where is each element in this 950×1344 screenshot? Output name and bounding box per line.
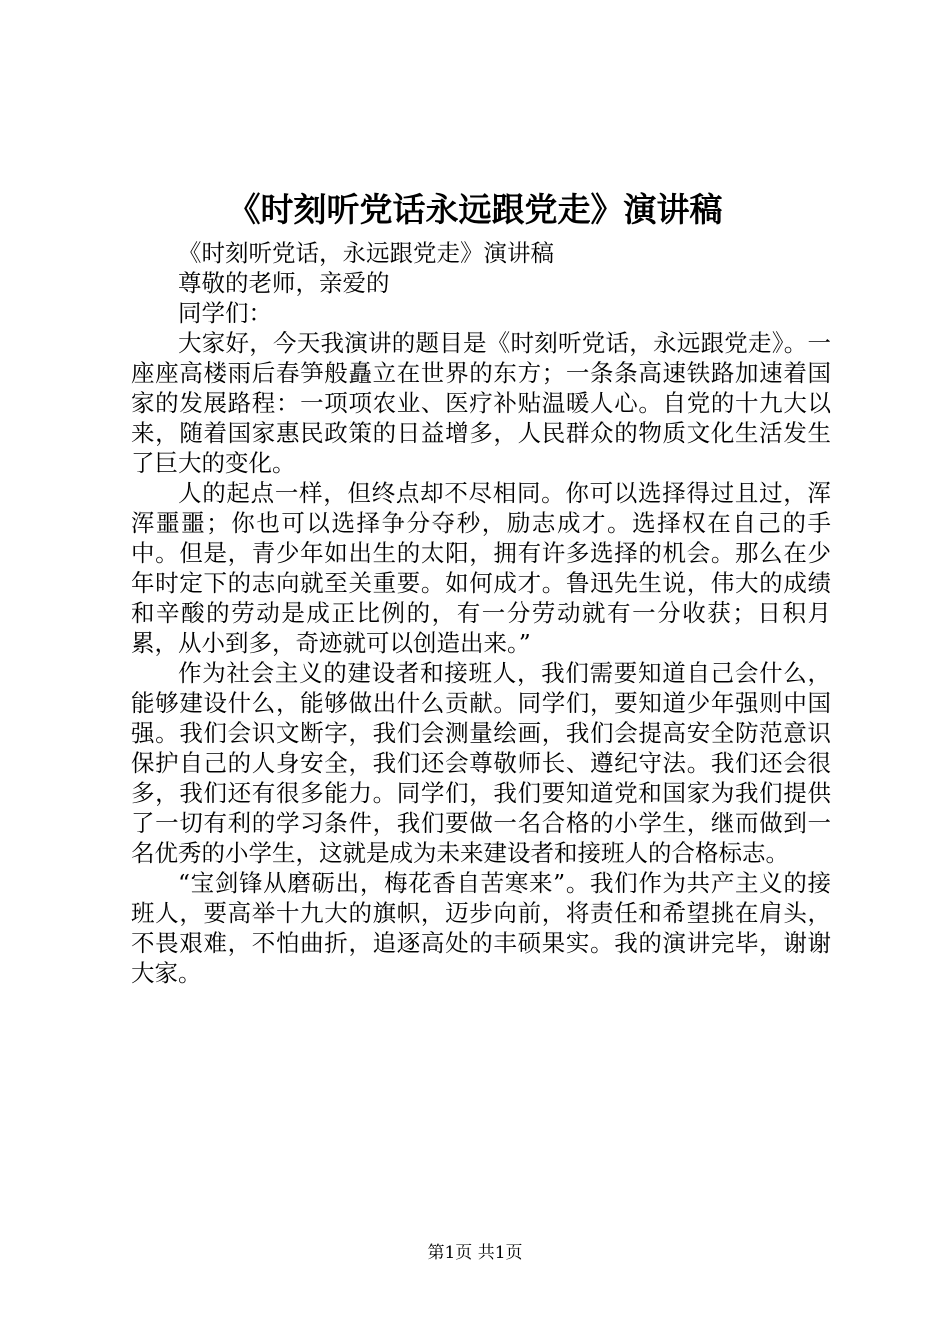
document-body — [131, 238, 831, 988]
paragraph-body: 人的起点一样，但终点却不尽相同。你可以选择得过且过，浑浑噩噩；你也可以选择争分夺秒，励志成才。选择权在自己的手中。但是，青少年如出生的太阳，拥有许多选择的机会。那么在少年时定下的志向就至关重要。如何成才。鲁迅先生说，伟大的成绩和辛酸的劳动是成正比例的，有一分劳动就有一分收获；日积月累，从小到多，奇迹就可以创造出来。” — [131, 479, 831, 657]
paragraph-subtitle: 《时刻听党话，永远跟党走》演讲稿 — [178, 239, 554, 267]
paragraph-body: 作为社会主义的建设者和接班人，我们需要知道自己会什么，能够建设什么，能够做出什么贡献。同学们，要知道少年强则中国强。我们会识文断字，我们会测量绘画，我们会提高安全防范意识保护自己的人身安全，我们还会尊敬师长、遵纪守法。我们还会很多，我们还有很多能力。同学们，我们要知道党和国家为我们提供了一切有利的学习条件，我们要做一名合格的小学生，继而做到一名优秀的小学生，这就是成为未来建设者和接班人的合格标志。 — [131, 659, 831, 867]
paragraph-body: “宝剑锋从磨砺出，梅花香自苦寒来”。我们作为共产主义的接班人，要高举十九大的旗帜，迈步向前，将责任和希望挑在肩头，不畏艰难，不怕曲折，追逐高处的丰硕果实。我的演讲完毕，谢谢大家。 — [131, 869, 831, 987]
paragraph-salutation: 尊敬的老师，亲爱的 — [178, 269, 390, 297]
page-footer: 第1页 共1页 — [427, 1243, 523, 1263]
paragraph-body: 大家好，今天我演讲的题目是《时刻听党话，永远跟党走》。一座座高楼雨后春笋般矗立在世界的东方；一条条高速铁路加速着国家的发展路程：一项项农业、医疗补贴温暖人心。自党的十九大以来，随着国家惠民政策的日益增多，人民群众的物质文化生活发生了巨大的变化。 — [131, 329, 831, 477]
paragraph-salutation-cont: 同学们： — [178, 299, 272, 327]
document-title: 《时刻听党话永远跟党走》演讲稿 — [227, 190, 723, 229]
